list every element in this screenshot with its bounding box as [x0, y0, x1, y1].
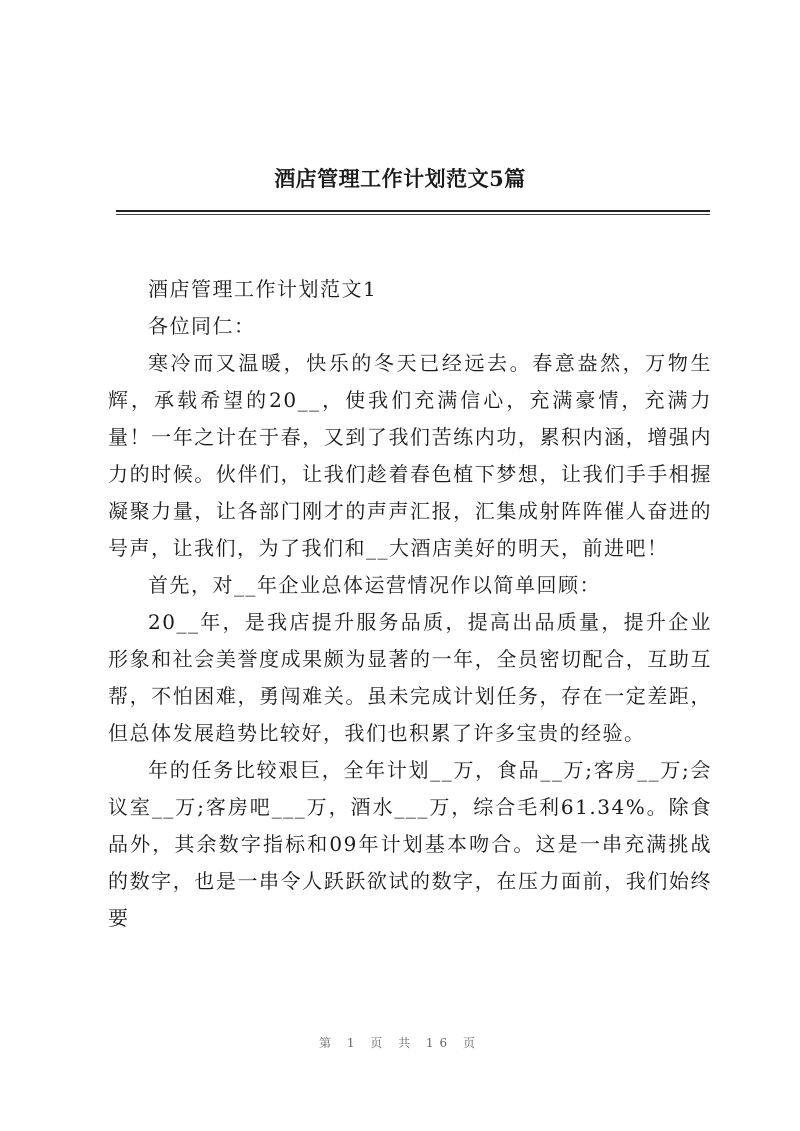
document-title: 酒店管理工作计划范文5篇 — [274, 166, 526, 191]
salutation: 各位同仁： — [148, 314, 256, 338]
document-body — [108, 271, 712, 937]
paragraph: 年的任务比较艰巨，全年计划__万，食品__万;客房__万;会议室__万;客房吧___万，酒水___万，综合毛利61.34%。除食品外，其余数字指标和09年计划基本吻合。这是一串充满挑战的数字，也是一串令人跃跃欲试的数字，在压力面前，我们始终要 — [108, 758, 712, 930]
page-footer: 第 1 页 共 16 页 — [319, 1036, 481, 1050]
title-divider-thin — [116, 214, 710, 215]
paragraph: 寒冷而又温暖，快乐的冬天已经远去。春意盎然，万物生辉，承载希望的20__，使我们充满信心，充满豪情，充满力量！一年之计在于春，又到了我们苦练内功，累积内涵，增强内力的时候。伙伴们，让我们趁着春色植下梦想，让我们手手相握凝聚力量，让各部门刚才的声声汇报，汇集成射阵阵催人奋进的号声，让我们，为了我们和__大酒店美好的明天，前进吧！ — [108, 351, 712, 560]
paragraph: 20__年，是我店提升服务品质，提高出品质量，提升企业形象和社会美誉度成果颇为显著的一年，全员密切配合，互助互帮，不怕困难，勇闯难关。虽未完成计划任务，存在一定差距，但总体发展趋势比较好，我们也积累了许多宝贵的经验。 — [108, 610, 712, 745]
section-heading: 酒店管理工作计划范文1 — [148, 277, 378, 301]
title-divider — [116, 210, 710, 212]
paragraph: 首先，对__年企业总体运营情况作以简单回顾： — [148, 573, 601, 597]
